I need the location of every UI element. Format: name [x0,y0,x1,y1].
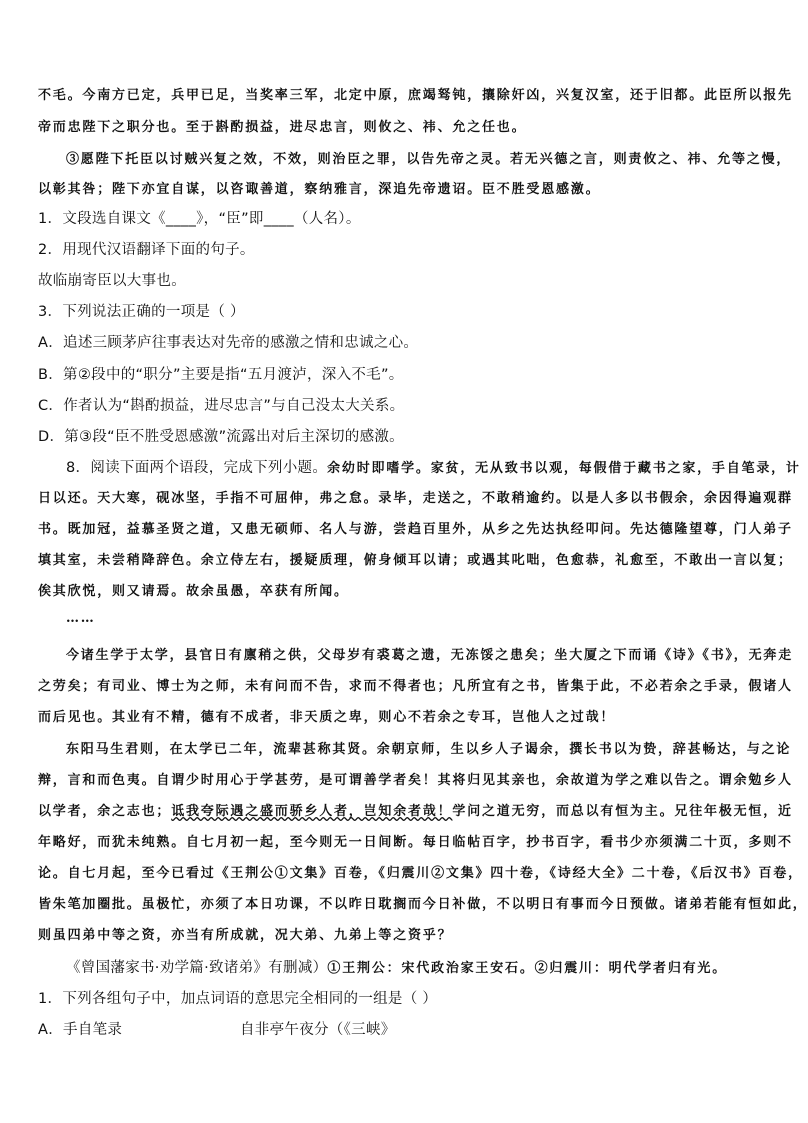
option-a-left: A．手自笔录 [38,1022,123,1038]
question-3: 3．下列说法正确的一项是（ ） [38,304,245,320]
passage2-line4: 填其室，未尝稍降辞色。余立侍左右，援疑质理，俯身倾耳以请；或遇其叱咄，色愈恭，礼愈至，不敢出一言以复； [38,553,793,568]
question2-1-option-a [38,1018,756,1039]
passage2-p3-line7: 则虽四弟中等之资，亦当有所成就，况大弟、九弟上等之资乎？ [38,928,453,943]
wavy-underlined-sentence: 诋我夸际遇之盛而骄乡人者，岂知余者哉！ [171,804,453,819]
passage2-intro: 8．阅读下面两个语段，完成下列小题。 [66,460,328,476]
passage2-line3: 书。既加冠，益慕圣贤之道，又患无硕师、名人与游，尝趋百里外，从乡之先达执经叩问。先达德隆望尊，门人弟子 [38,522,793,537]
source-title: 《曾国藩家书·劝学篇·致诸弟》有删减） [66,960,328,976]
question-3-option-d: D．第③段“臣不胜受恩感激”流露出对后主深切的感激。 [38,429,404,445]
passage2-p3-line4: 年略好，而犹未纯熟。自七月初一起，至今则无一日间断。每日临帖百字，抄书百字，看书少亦须满二十页，多则不 [38,835,793,850]
question-2: 2．用现代汉语翻译下面的句子。 [38,242,255,258]
passage2-p3-line3-before: 以学者，余之志也； [38,804,172,819]
passage2-p3-line5: 论。自七月起，至今已看过《王荆公①文集》百卷，《归震川②文集》四十卷，《诗经大全》二十卷，《后汉书》百卷， [38,866,803,881]
question-1: 1．文段选自课文《____》，“臣”即____（人名）。 [38,211,361,227]
passage2-p2-line1: 今诸生学于太学，县官日有廪稍之供，父母岁有裘葛之遗，无冻馁之患矣；坐大厦之下而诵《诗》《书》，无奔走 [66,648,794,663]
passage2-line1-text: 余幼时即嗜学。家贫，无从致书以观，每假借于藏书之家，手自笔录，计 [327,461,801,476]
passage2-p2-line2: 之劳矣；有司业、博士为之师，未有问而不告，求而不得者也；凡所宜有之书，皆集于此，不必若余之手录，假诸人 [38,679,793,694]
passage2-source [66,956,756,977]
question2-1: 1．下列各组句子中，加点词语的意思完全相同的一组是（ ） [38,991,438,1007]
passage2-line2: 日以还。天大寒，砚冰坚，手指不可屈伸，弗之怠。录毕，走送之，不敢稍逾约。以是人多以书假余，余因得遍观群 [38,491,793,506]
passage2-p3-line3 [38,800,793,819]
passage2-p3-line6: 皆朱笔加圈批。虽极忙，亦须了本日功课，不以昨日耽搁而今日补做，不以明日有事而今日预做。诸弟若能有恒如此， [38,897,808,912]
passage2-p3-line3-after: 学问之道无穷，而总以有恒为主。兄往年极无恒，近 [452,804,793,819]
question-2-sentence: 故临崩寄臣以大事也。 [38,273,186,289]
passage2-p3-line2: 辩，言和而色夷。自谓少时用心于学甚劳，是可谓善学者矣！其将归见其亲也，余故道为学之难以告之。谓余勉乡人 [38,773,793,788]
passage2-line5: 俟其欣悦，则又请焉。故余虽愚，卒获有所闻。 [38,584,349,599]
passage1-line4: 以彰其咎；陛下亦宜自谋，以咨诹善道，察纳雅言，深追先帝遗诏。臣不胜受恩感激。 [38,182,601,197]
passage2-p3-line1: 东阳马生君则，在太学已二年，流辈甚称其贤。余朝京师，生以乡人子谒余，撰长书以为贽，辞甚畅达，与之论 [66,742,792,757]
passage2-p2-line3: 而后见也。其业有不精，德有不成者，非天质之卑，则心不若余之专耳，岂他人之过哉！ [38,710,616,725]
question-3-option-b: B．第②段中的“职分”主要是指“五月渡泸，深入不毛”。 [38,367,404,383]
passage1-line1: 不毛。今南方已定，兵甲已足，当奖率三军，北定中原，庶竭驽钝，攘除奸凶，兴复汉室，还于旧都。此臣所以报先 [38,88,793,103]
question-3-option-a: A．追述三顾茅庐往事表达对先帝的感激之情和忠诚之心。 [38,335,419,351]
passage2-line1 [66,456,801,477]
source-notes: ①王荆公：宋代政治家王安石。②归震川：明代学者归有光。 [327,961,728,976]
question-3-option-c: C．作者认为“斟酌损益，进尽忠言”与自己没太大关系。 [38,398,405,414]
passage1-line2: 帝而忠陛下之职分也。至于斟酌损益，进尽忠言，则攸之、祎、允之任也。 [38,120,527,135]
passage1-line3: ③愿陛下托臣以讨贼兴复之效，不效，则治臣之罪，以告先帝之灵。若无兴德之言，则责攸之、祎、允等之慢， [66,152,792,167]
option-a-right: 自非亭午夜分（《三峡》 [240,1022,396,1038]
passage2-ellipsis: …… [66,611,96,626]
